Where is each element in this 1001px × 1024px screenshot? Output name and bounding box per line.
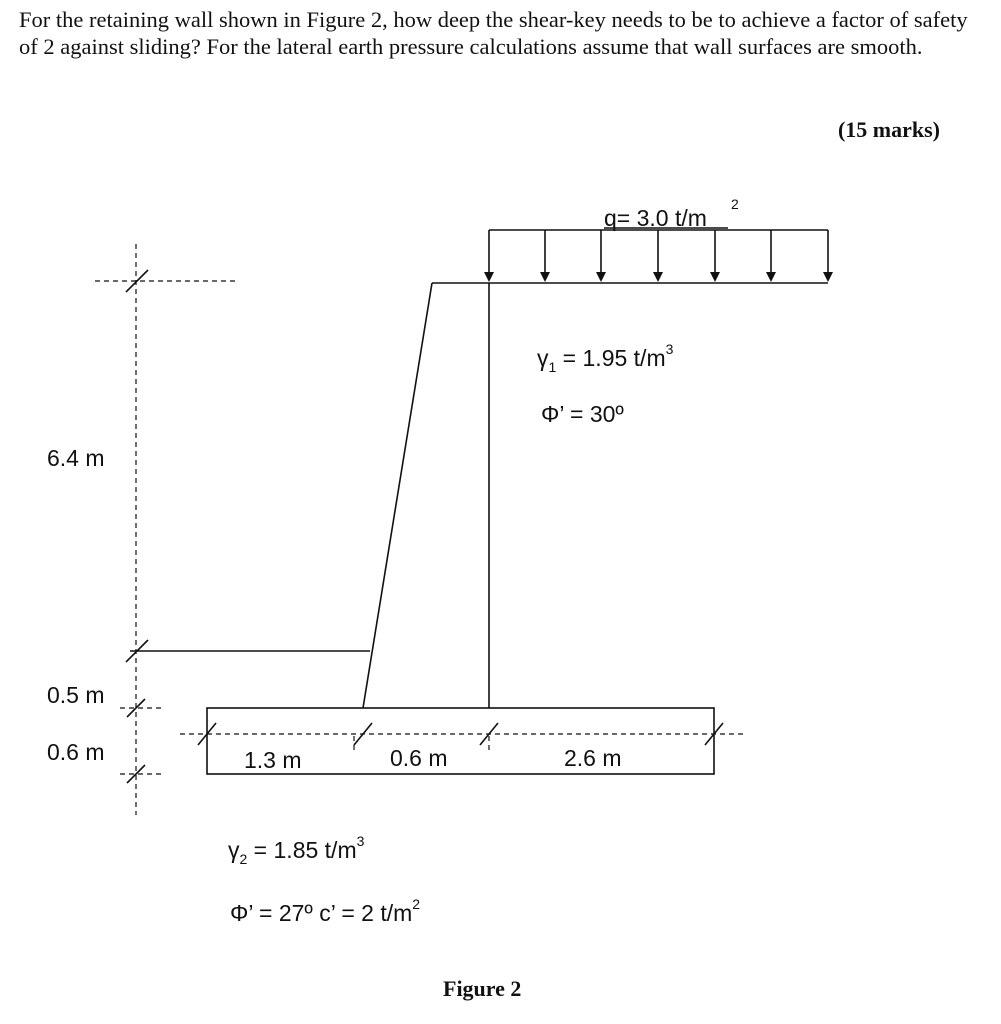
base-thickness-label: 0.6 m <box>47 739 105 765</box>
stem-front-face <box>363 283 432 708</box>
surcharge-arrows <box>484 230 833 282</box>
marks-label: (15 marks) <box>837 117 940 142</box>
foundation-strength: Φ’ = 27º c’ = 2 $t/m^2$ <box>230 896 421 926</box>
heel-width-label: 2.6 m <box>564 745 622 771</box>
stem-width-label: 0.6 m <box>390 745 448 771</box>
backfill-properties <box>537 341 674 427</box>
foundation-unit-weight: $\gamma_2 = 1.85$ $t/m^3$ <box>228 833 365 867</box>
stem-height-label: 6.4 m <box>47 445 105 471</box>
question-text: For the retaining wall shown in Figure 2, how deep the shear-key needs to be to achieve a factor of safety of 2 against sliding? For the lateral earth pressure calculations assume that wall surfaces are smooth. <box>19 7 968 59</box>
figure-caption: Figure 2 <box>443 976 522 1001</box>
backfill-friction-angle: Φ’ = 30º <box>541 401 624 427</box>
vertical-dimensions <box>95 244 236 815</box>
surcharge-label: q= 3.0 t/m <box>604 205 707 231</box>
surcharge-exponent: 2 <box>731 196 739 212</box>
embedment-label: 0.5 m <box>47 682 105 708</box>
backfill-unit-weight: $\gamma_1 = 1.95$ $t/m^3$ <box>537 341 674 375</box>
retaining-wall <box>207 283 828 774</box>
foundation-properties <box>228 833 420 926</box>
toe-width-label: 1.3 m <box>244 747 302 773</box>
surcharge-load <box>484 196 833 282</box>
horizontal-dimensions <box>180 723 745 750</box>
